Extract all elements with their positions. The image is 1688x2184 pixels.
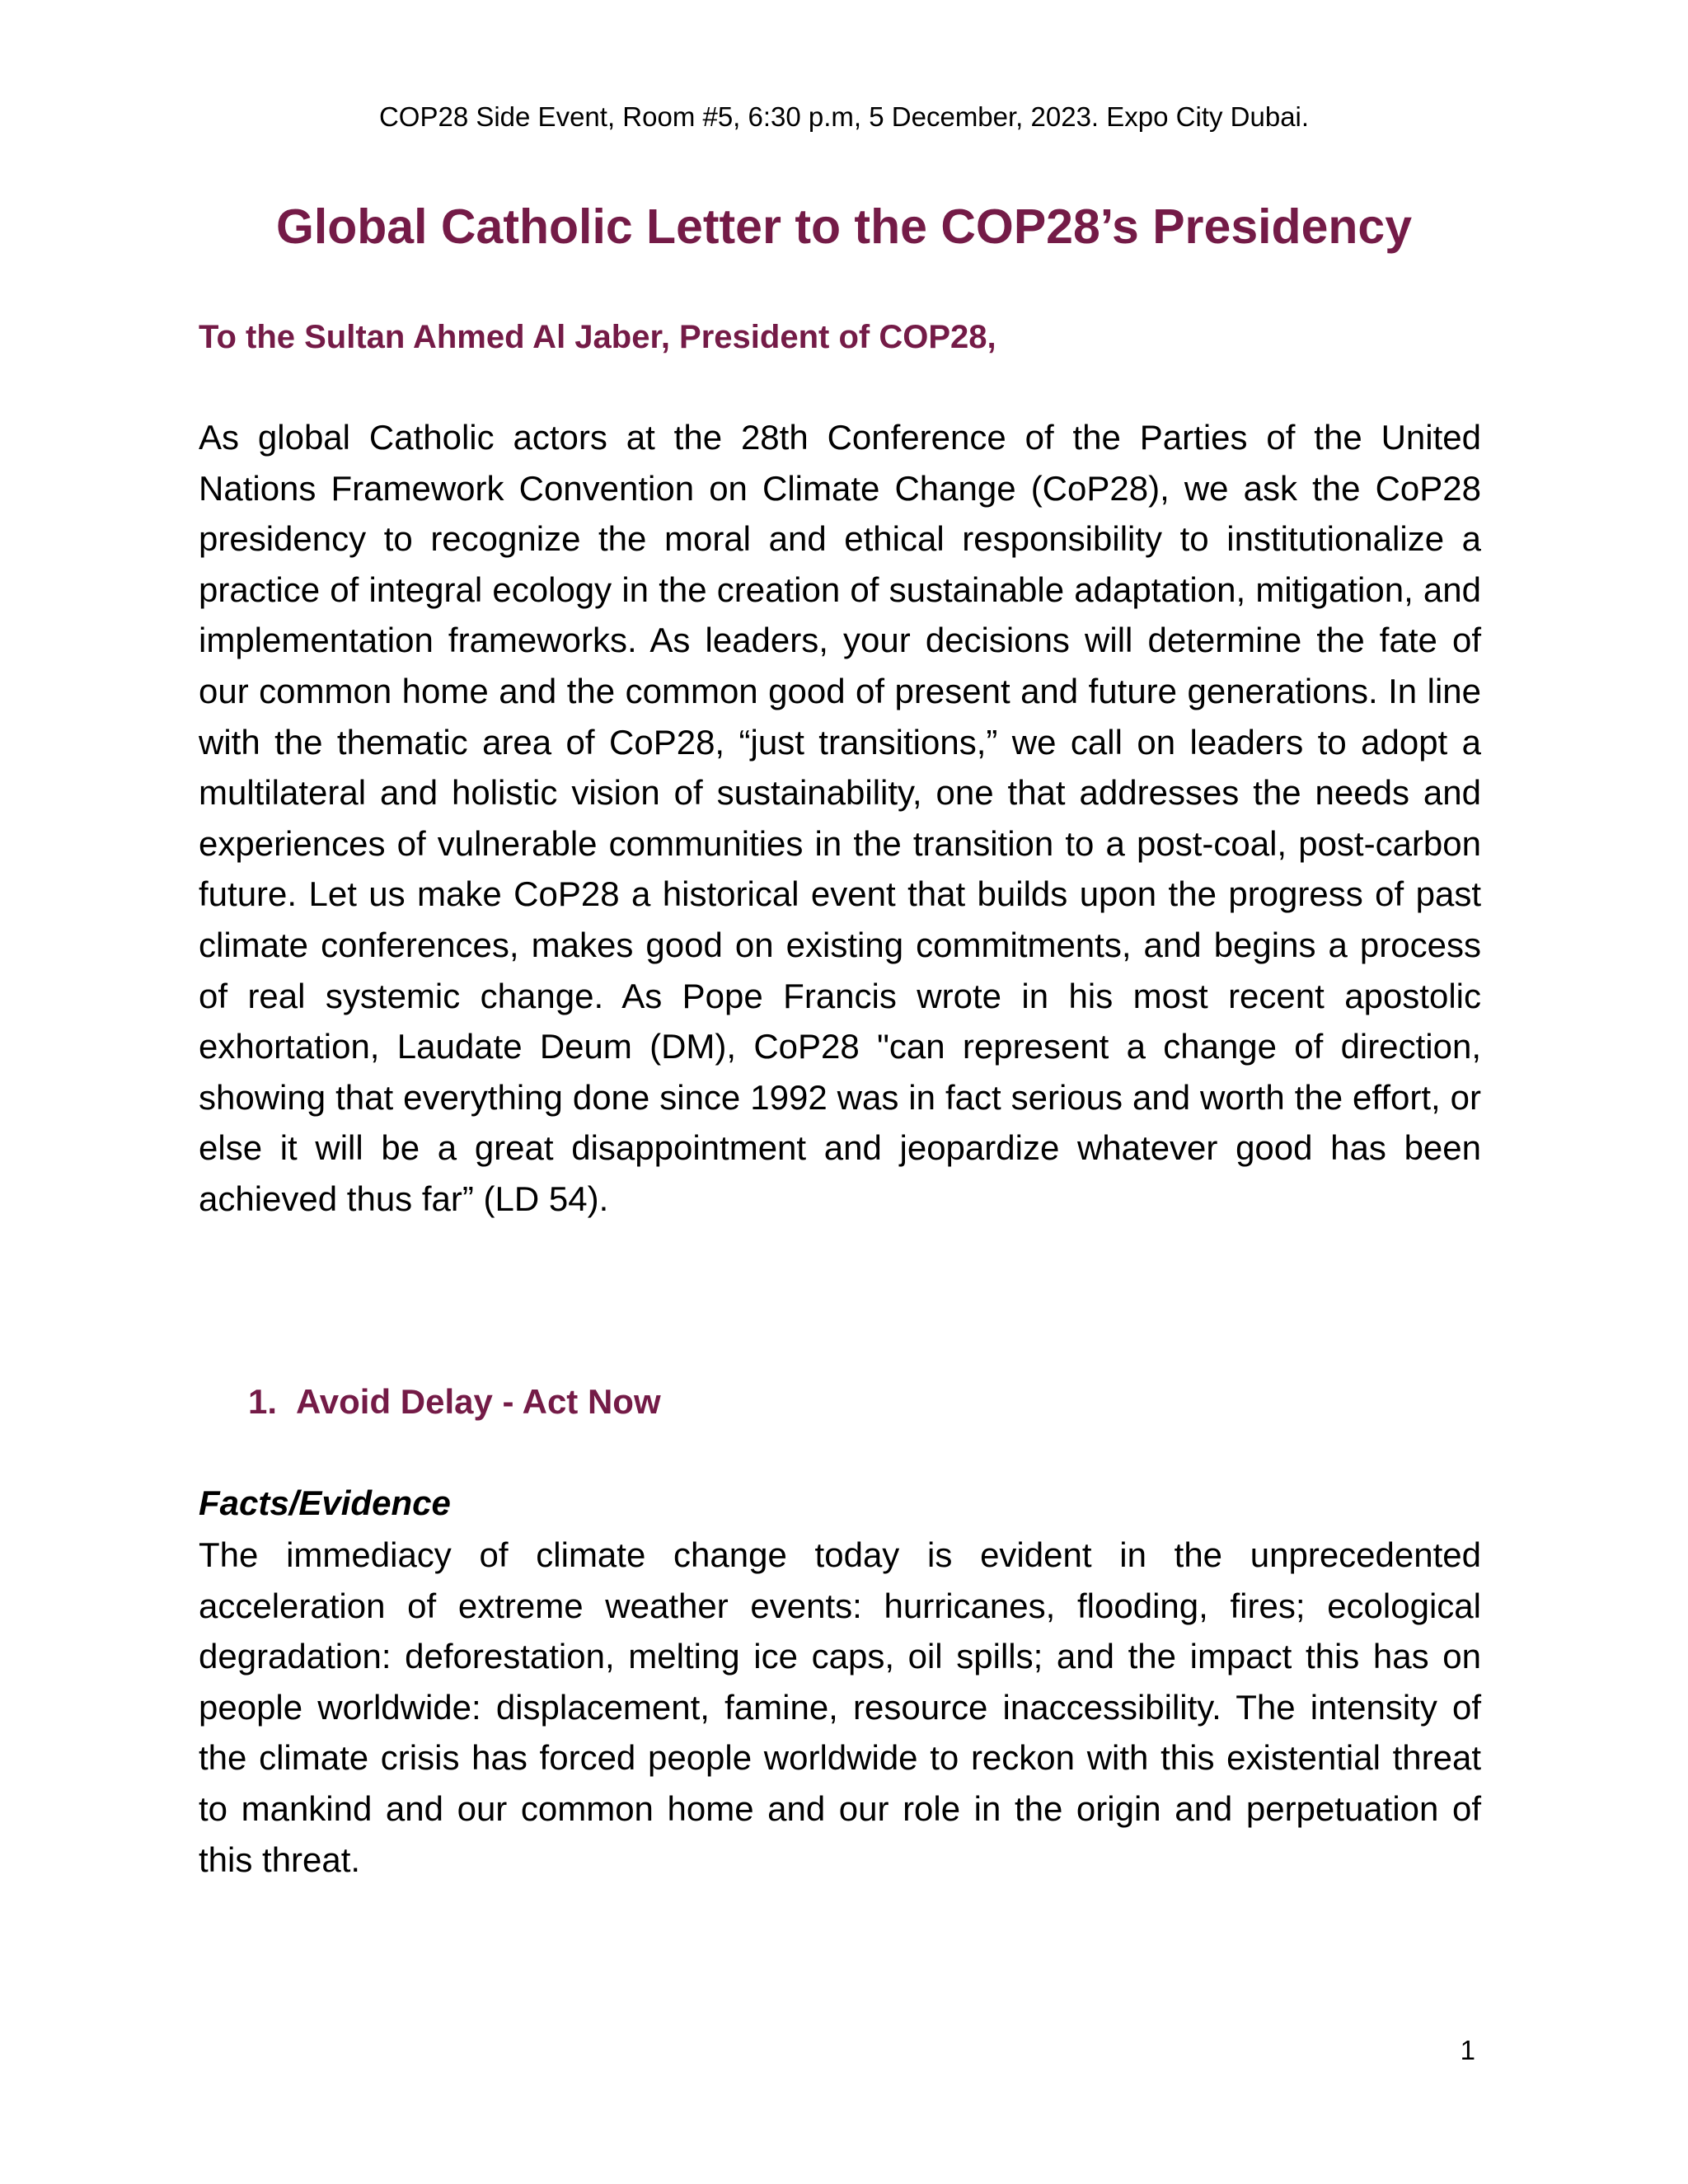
event-header-line: COP28 Side Event, Room #5, 6:30 p.m, 5 December, 2023. Expo City Dubai. (378, 101, 1310, 132)
section-number: 1. (248, 1382, 278, 1421)
intro-paragraph: As global Catholic actors at the 28th Conference of the Parties of the United Nations Framework Convention on Climate Change (CoP28), we ask the CoP28 presidency to recognize the moral and ethical responsibility to institutionalize a practice of integral ecology in the creation of sustainable adaptation, mitigation, and implementation frameworks. As leaders, your decisions will determine the fate of our common home and the common good of present and future generations. In line with the thematic area of CoP28, “just transitions,” we call on leaders to adopt a multilateral and holistic vision of sustainability, one that addresses the needs and experiences of vulnerable communities in the transition to a post-coal, post-carbon future. Let us make CoP28 a historical event that builds upon the progress of past climate conferences, makes good on existing commitments, and begins a process of real systemic change. As Pope Francis wrote in his most recent apostolic exhortation, Laudate Deum (DM), CoP28 "can represent a change of direction, showing that everything done since 1992 was in fact serious and worth the effort, or else it will be a great disappointment and jeopardize whatever good has been achieved thus far” (LD 54). (199, 418, 1481, 1218)
salutation: To the Sultan Ahmed Al Jaber, President of COP28, (199, 319, 996, 355)
page-number: 1 (1460, 2035, 1475, 2065)
section-heading (248, 1379, 661, 1425)
section-heading-text: Avoid Delay - Act Now (296, 1382, 661, 1421)
facts-paragraph: The immediacy of climate change today is evident in the unprecedented acceleration of extreme weather events: hurricanes, flooding, fires; ecological degradation: deforestation, melting ice caps, oil spills; and the impact this has on people worldwide: displacement, famine, resource inaccessibility. The intensity of the climate crisis has forced people worldwide to reckon with this existential threat to mankind and our common home and our role in the origin and perpetuation of this threat. (199, 1535, 1481, 1879)
facts-evidence-subheading: Facts/Evidence (199, 1483, 451, 1522)
page-title: Global Catholic Letter to the COP28’s Presidency (275, 199, 1413, 254)
